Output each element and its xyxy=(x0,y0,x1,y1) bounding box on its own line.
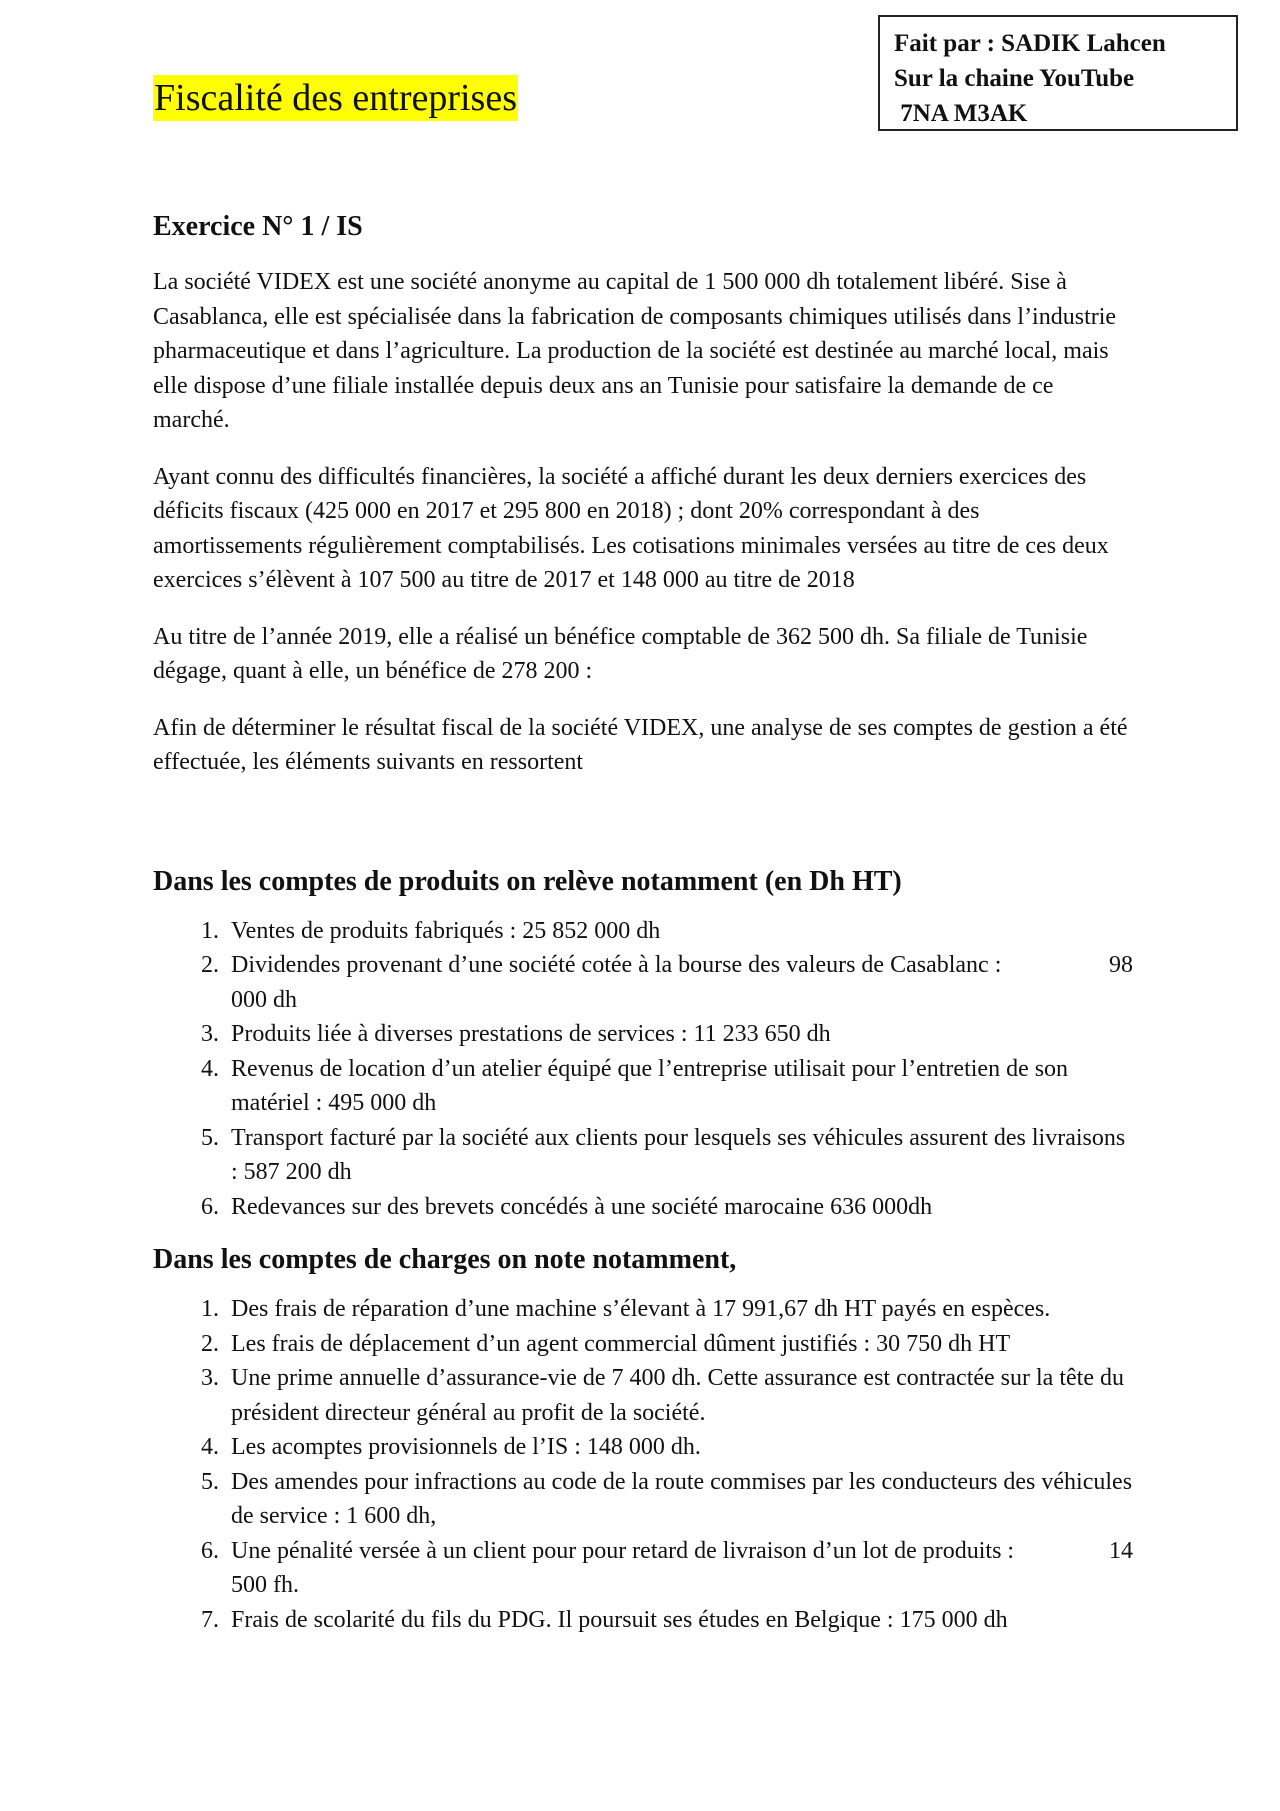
list-item xyxy=(153,1430,1133,1465)
list-item-text: Ventes de produits fabriqués : 25 852 000 dh xyxy=(231,917,661,944)
document-body xyxy=(153,205,1133,1637)
section-title-charges: Dans les comptes de charges on note notamment, xyxy=(153,1244,737,1275)
list-item-amount-cont: 000 dh xyxy=(231,986,297,1013)
list-number: 6. xyxy=(201,1537,219,1564)
list-item xyxy=(153,1190,1133,1225)
list-item xyxy=(153,948,1133,1017)
list-item xyxy=(153,1603,1133,1638)
list-item-text: Les acomptes provisionnels de l’IS : 148 000 dh. xyxy=(231,1434,701,1460)
list-item xyxy=(153,1292,1133,1327)
list-item-text: Transport facturé par la société aux clients pour lesquels ses véhicules assurent des livraisons : 587 200 dh xyxy=(231,1124,1126,1185)
list-number: 4. xyxy=(201,1055,219,1082)
list-item xyxy=(153,1052,1133,1121)
list-item xyxy=(153,1361,1133,1430)
list-item-text: Revenus de location d’un atelier équipé que l’entreprise utilisait pour l’entretien de son matériel : 495 000 dh xyxy=(231,1055,1069,1116)
paragraph: Au titre de l’année 2019, elle a réalisé un bénéfice comptable de 362 500 dh. Sa filiale de Tunisie dégage, quant à elle, un bénéfice de 278 200 : xyxy=(153,623,1088,684)
list-item-text: Les frais de déplacement d’un agent commercial dûment justifiés : 30 750 dh HT xyxy=(231,1330,1011,1357)
paragraph: Afin de déterminer le résultat fiscal de la société VIDEX, une analyse de ses comptes de gestion a été effectuée, les éléments suivants en ressortent xyxy=(153,714,1128,775)
section-title-produits: Dans les comptes de produits on relève notamment (en Dh HT) xyxy=(153,865,902,897)
list-item-text: Produits liée à diverses prestations de services : 11 233 650 dh xyxy=(231,1021,831,1047)
list-item-amount: 98 xyxy=(1109,952,1133,978)
list-number: 4. xyxy=(201,1434,219,1460)
paragraph: Ayant connu des difficultés financières, la société a affiché durant les deux derniers exercices des déficits fiscaux (425 000 en 2017 et 295 800 en 2018) ; dont 20% correspondant à des amortissements régulièrement comptabilisés. Les cotisations minimales versées au titre de ces deux exercices s’élèvent à 107 500 au titre de 2017 et 148 000 au titre de 2018 xyxy=(153,463,1109,593)
list-item xyxy=(153,1121,1133,1190)
list-number: 3. xyxy=(201,1365,219,1391)
list-number: 2. xyxy=(201,1330,219,1357)
channel-line: Sur la chaine YouTube xyxy=(894,65,1135,92)
list-item-text: Une prime annuelle d’assurance-vie de 7 400 dh. Cette assurance est contractée sur la tête du président directeur général au profit de la société. xyxy=(231,1365,1124,1426)
list-item-text: Redevances sur des brevets concédés à une société marocaine 636 000dh xyxy=(231,1193,933,1220)
charges-list xyxy=(153,1292,1133,1637)
produits-list xyxy=(153,914,1133,1225)
list-item xyxy=(153,1327,1133,1362)
list-number: 1. xyxy=(201,917,219,944)
author-box xyxy=(878,15,1238,131)
list-item-text: Des amendes pour infractions au code de la route commises par les conducteurs des véhicules de service : 1 600 dh, xyxy=(231,1468,1133,1529)
channel-name: 7NA M3AK xyxy=(894,100,1028,127)
list-number: 6. xyxy=(201,1193,219,1220)
author-line: Fait par : SADIK Lahcen xyxy=(894,30,1166,57)
list-item-text: Dividendes provenant d’une société cotée à la bourse des valeurs de Casablanc : xyxy=(231,952,1002,978)
list-item xyxy=(153,1534,1133,1603)
list-number: 7. xyxy=(201,1606,219,1633)
list-item-text: Frais de scolarité du fils du PDG. Il poursuit ses études en Belgique : 175 000 dh xyxy=(231,1606,1008,1633)
list-number: 5. xyxy=(201,1124,219,1151)
list-item xyxy=(153,1017,1133,1052)
list-number: 5. xyxy=(201,1468,219,1495)
list-item-amount: 14 xyxy=(1109,1537,1133,1564)
list-number: 3. xyxy=(201,1021,219,1047)
list-item xyxy=(153,914,1133,949)
list-item xyxy=(153,1465,1133,1534)
list-number: 2. xyxy=(201,952,219,978)
list-number: 1. xyxy=(201,1296,219,1322)
document-title: Fiscalité des entreprises xyxy=(154,77,518,119)
list-item-text: Des frais de réparation d’une machine s’élevant à 17 991,67 dh HT payés en espèces. xyxy=(231,1296,1051,1322)
list-item-text: Une pénalité versée à un client pour pour retard de livraison d’un lot de produits : xyxy=(231,1537,1015,1564)
paragraph: La société VIDEX est une société anonyme au capital de 1 500 000 dh totalement libéré. Sise à Casablanca, elle est spécialisée dans la fabrication de composants chimiques utilisés dans l’industrie pharmaceutique et dans l’agriculture. La production de la société est destinée au marché local, mais elle dispose d’une filiale installée depuis deux ans an Tunisie pour satisfaire la demande de ce marché. xyxy=(153,269,1117,433)
exercise-title: Exercice N° 1 / IS xyxy=(153,211,363,242)
list-item-amount-cont: 500 fh. xyxy=(231,1572,299,1598)
